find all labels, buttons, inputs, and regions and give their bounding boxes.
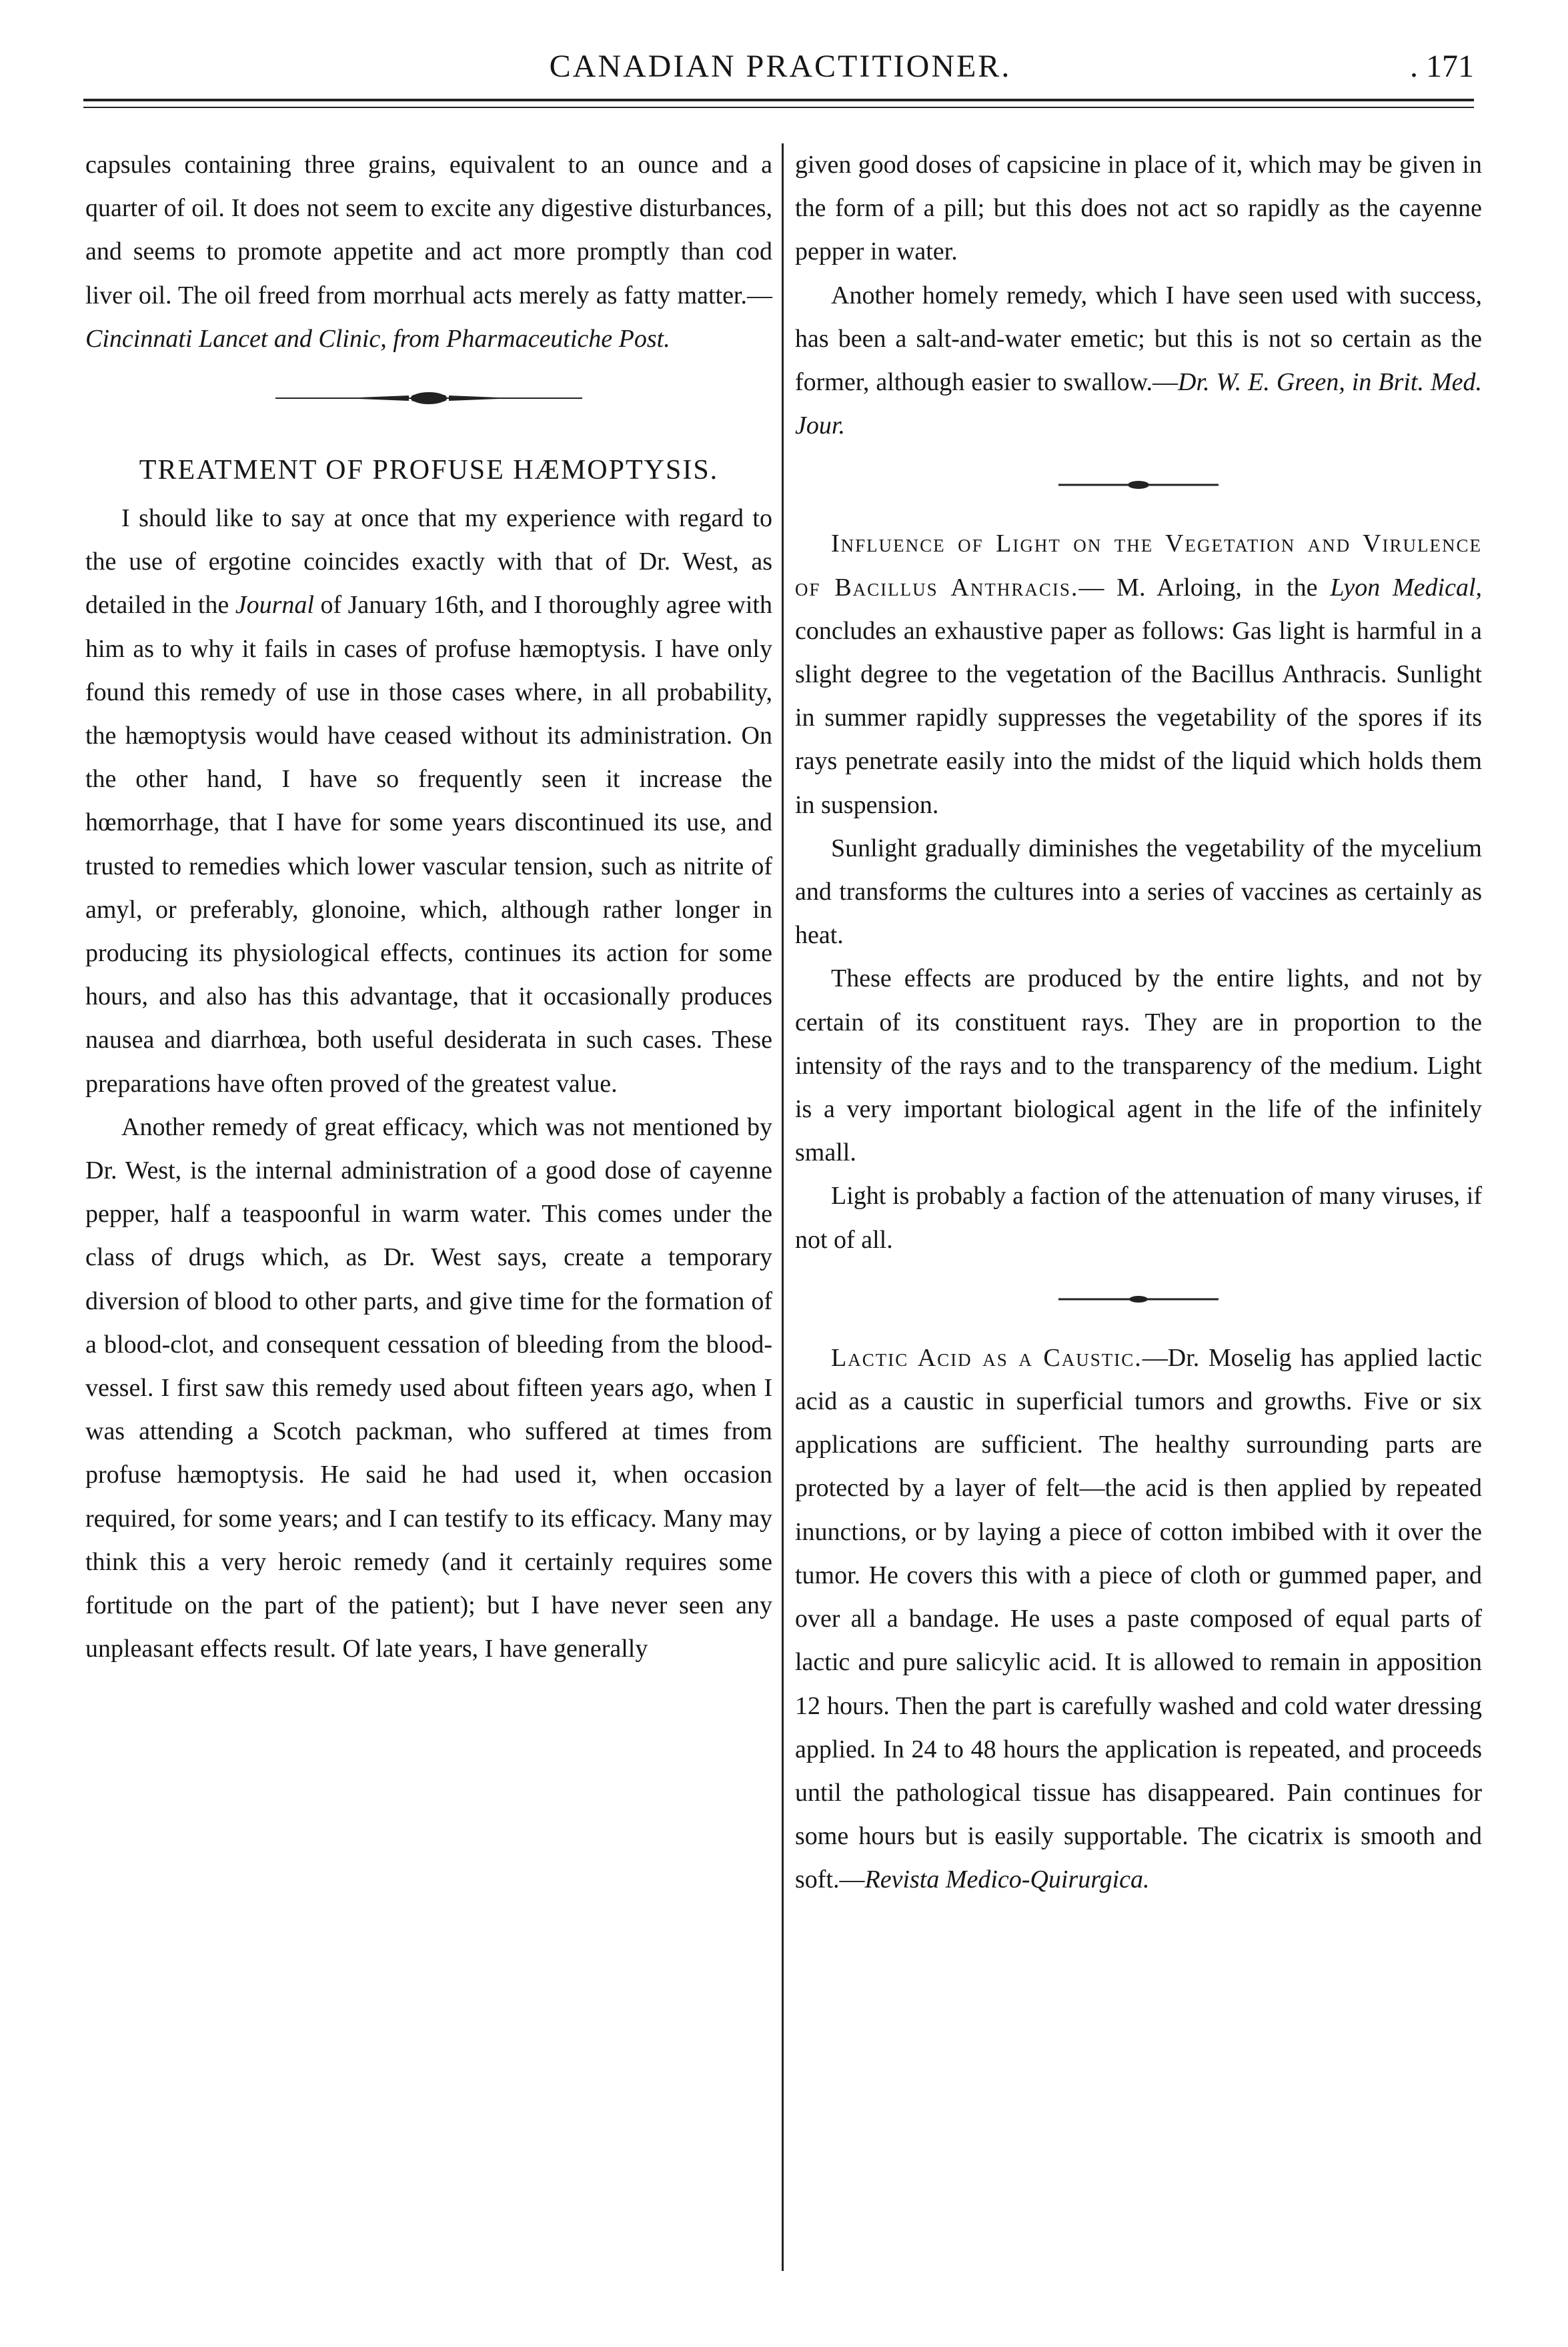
right-p7-heading: Lactic Acid as a Caustic. (831, 1343, 1142, 1372)
left-p1-text: capsules containing three grains, equivalent to an ounce and a quarter of oil. It does not seem to excite any digestive disturbances, and seems to promote appetite and act more promptly than cod liver oil. The oil freed from morrhual acts merely as fatty matter.— (85, 151, 772, 309)
right-p7-source: Revista Medico-Quirurgica. (864, 1865, 1150, 1894)
right-p7-text: —Dr. Moselig has applied lactic acid as a caustic in superficial tumors and growths. Five or six applications are sufficient. The healthy surrounding parts are protected by a layer of felt—the acid is then applied by repeated inunctions, or by laying a piece of cotton imbibed with it over the tumor. He covers this with a piece of cloth or gummed paper, and over all a bandage. He uses a paste composed of equal parts of lactic and pure salicylic acid. It is allowed to remain in apposition 12 hours. Then the part is carefully washed and cold water dressing applied. In 24 to 48 hours the application is repeated, and proceeds until the pathological tissue has disappeared. Pain continues for some hours but is easily supportable. The cicatrix is smooth and soft.— (795, 1343, 1482, 1894)
ornament-divider-3 (795, 1262, 1482, 1337)
header-rule-thick (83, 99, 1474, 101)
ornament-icon (1058, 1293, 1219, 1306)
ornament-divider-2 (795, 448, 1482, 522)
left-paragraph-2 (85, 497, 772, 1106)
left-p1-source: Cincinnati Lancet and Clinic, from Pharmaceutiche Post. (85, 324, 670, 353)
right-p2-text: Another homely remedy, which I have seen used with success, has been a salt-and-water emetic; but this is not so certain as the former, although easier to swallow.— (795, 281, 1482, 397)
left-p2-text-b: of January 16th, and I thoroughly agree with him as to why it fails in cases of profuse hæmoptysis. I have only found this remedy of use in those cases where, in all probability, the hæmoptysis would have ceased without its administration. On the other hand, I have so frequently seen it increase the hœmorrhage, that I have for some years discontinued its use, and trusted to remedies which lower vascular tension, such as nitrite of amyl, or preferably, glonoine, which, although rather longer in producing its physiological effects, continues its action for some hours, and also has this advantage, that it occasionally produces nausea and diarrhœa, both useful desiderata in such cases. These preparations have often proved of the greatest value. (85, 591, 772, 1098)
right-paragraph-3 (795, 522, 1482, 826)
right-column (795, 143, 1482, 1902)
right-paragraph-7 (795, 1337, 1482, 1902)
right-paragraph-2 (795, 274, 1482, 448)
right-p3-heading: Influence of Light on the Vegetation and Virulence of Bacillus Anthracis. (795, 530, 1482, 602)
left-paragraph-1 (85, 143, 772, 361)
article-heading-haemoptysis: TREATMENT OF PROFUSE HÆMOPTYSIS. (139, 455, 719, 486)
right-p3-journal: Lyon Medical, (1330, 573, 1483, 602)
left-p2-text-a: I should like to say at once that my experience with regard to the use of ergotine coincides exactly with that of Dr. West, as detailed in the (85, 504, 772, 620)
right-p3-text-a: — M. Arloing, in the (1078, 573, 1331, 602)
left-column (85, 143, 772, 1671)
left-p2-journal: Journal (235, 591, 314, 620)
header-rule-thin (83, 107, 1474, 108)
right-paragraph-6: Light is probably a faction of the attenuation of many viruses, if not of all. (795, 1182, 1482, 1254)
ornament-divider-1 (85, 361, 772, 436)
column-divider (782, 143, 784, 2271)
page-number: . 171 (1410, 49, 1474, 84)
ornament-icon (275, 390, 582, 406)
ornament-icon (1058, 478, 1219, 492)
right-paragraph-4: Sunlight gradually diminishes the vegetability of the mycelium and transforms the cultures into a series of vaccines as certainly as heat. (795, 834, 1482, 950)
running-title: CANADIAN PRACTITIONER. (549, 49, 1012, 84)
right-p2-source: Dr. W. E. Green, in Brit. Med. Jour. (795, 368, 1482, 440)
right-p3-text-b: concludes an exhaustive paper as follows: Gas light is harmful in a slight degree to the vegetation of the Bacillus Anthracis. Sunlight in summer rapidly suppresses the vegetability of the spores if its rays penetrate easily into the midst of the liquid which holds them in suspension. (795, 616, 1482, 819)
right-paragraph-1: given good doses of capsicine in place of it, which may be given in the form of a pill; but this does not act so rapidly as the cayenne pepper in water. (795, 151, 1482, 266)
left-paragraph-3: Another remedy of great efficacy, which was not mentioned by Dr. West, is the internal administration of a good dose of cayenne pepper, half a teaspoonful in warm water. This comes under the class of drugs which, as Dr. West says, create a temporary diversion of blood to other parts, and give time for the formation of a blood-clot, and consequent cessation of bleeding from the blood-vessel. I first saw this remedy used about fifteen years ago, when I was attending a Scotch packman, who suffered at times from profuse hæmoptysis. He said he had used it, when occasion required, for some years; and I can testify to its efficacy. Many may think this a very heroic remedy (and it certainly requires some fortitude on the part of the patient); but I have never seen any unpleasant effects result. Of late years, I have generally (85, 1112, 772, 1663)
page-header (80, 47, 1481, 93)
right-paragraph-5: These effects are produced by the entire lights, and not by certain of its constituent rays. They are in proportion to the intensity of the rays and to the transparency of the medium. Light is a very important biological agent in the life of the infinitely small. (795, 964, 1482, 1167)
